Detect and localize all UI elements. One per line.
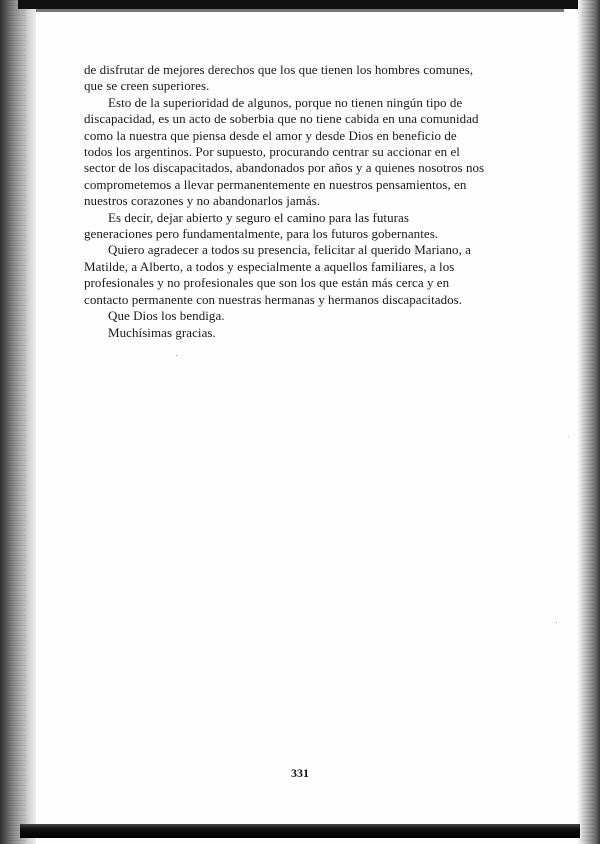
scan-speck (176, 355, 177, 356)
text-line: Es decir, dejar abierto y seguro el camino para las futuras (108, 209, 409, 225)
text-line: discapacidad, es un acto de soberbia que no tiene cabida en una comunidad (84, 111, 479, 127)
page-number: 331 (291, 766, 309, 780)
paragraph-6 (84, 325, 494, 341)
paragraph-1 (84, 62, 494, 95)
text-line: contacto permanente con nuestras hermanas y hermanos discapacitados. (84, 291, 463, 307)
scan-border-top (18, 0, 600, 9)
text-line: de disfrutar de mejores derechos que los que tienen los hombres comunes, (84, 62, 474, 77)
scan-border-top-inner (36, 9, 564, 12)
text-line: profesionales y no profesionales que son los que están más cerca y en (84, 275, 450, 291)
paragraph-5 (84, 308, 494, 324)
paragraph-2 (84, 95, 494, 210)
binding-shadow-left (0, 0, 36, 844)
text-line: Que Dios los bendiga. (108, 308, 225, 324)
text-line: que se creen superiores. (84, 78, 210, 94)
text-line: sector de los discapacitados, abandonados por años y a quienes nosotros nos (84, 160, 485, 176)
scan-border-bottom (20, 824, 580, 838)
text-line: Matilde, a Alberto, a todos y especialmente a aquellos familiares, a los (84, 258, 455, 274)
scan-speck (556, 622, 557, 623)
scan-speck (568, 436, 569, 437)
text-line: nuestros corazones y no abandonarlos jamás. (84, 193, 321, 209)
text-line: generaciones pero fundamentalmente, para los futuros gobernantes. (84, 226, 439, 242)
paragraph-3 (84, 210, 494, 243)
text-line: como la nuestra que piensa desde el amor y desde Dios en beneficio de (84, 127, 457, 143)
paragraph-4 (84, 242, 494, 308)
text-line: comprometemos a llevar permanentemente en nuestros pensamientos, en (84, 176, 467, 192)
text-line: todos los argentinos. Por supuesto, procurando centrar su accionar en el (84, 144, 460, 160)
text-line: Muchísimas gracias. (108, 324, 216, 340)
body-text (84, 62, 494, 341)
text-line: Quiero agradecer a todos su presencia, felicitar al querido Mariano, a (108, 242, 472, 258)
scan-shadow-right (578, 0, 600, 844)
text-line: Esto de la superioridad de algunos, porque no tienen ningún tipo de (108, 94, 463, 110)
